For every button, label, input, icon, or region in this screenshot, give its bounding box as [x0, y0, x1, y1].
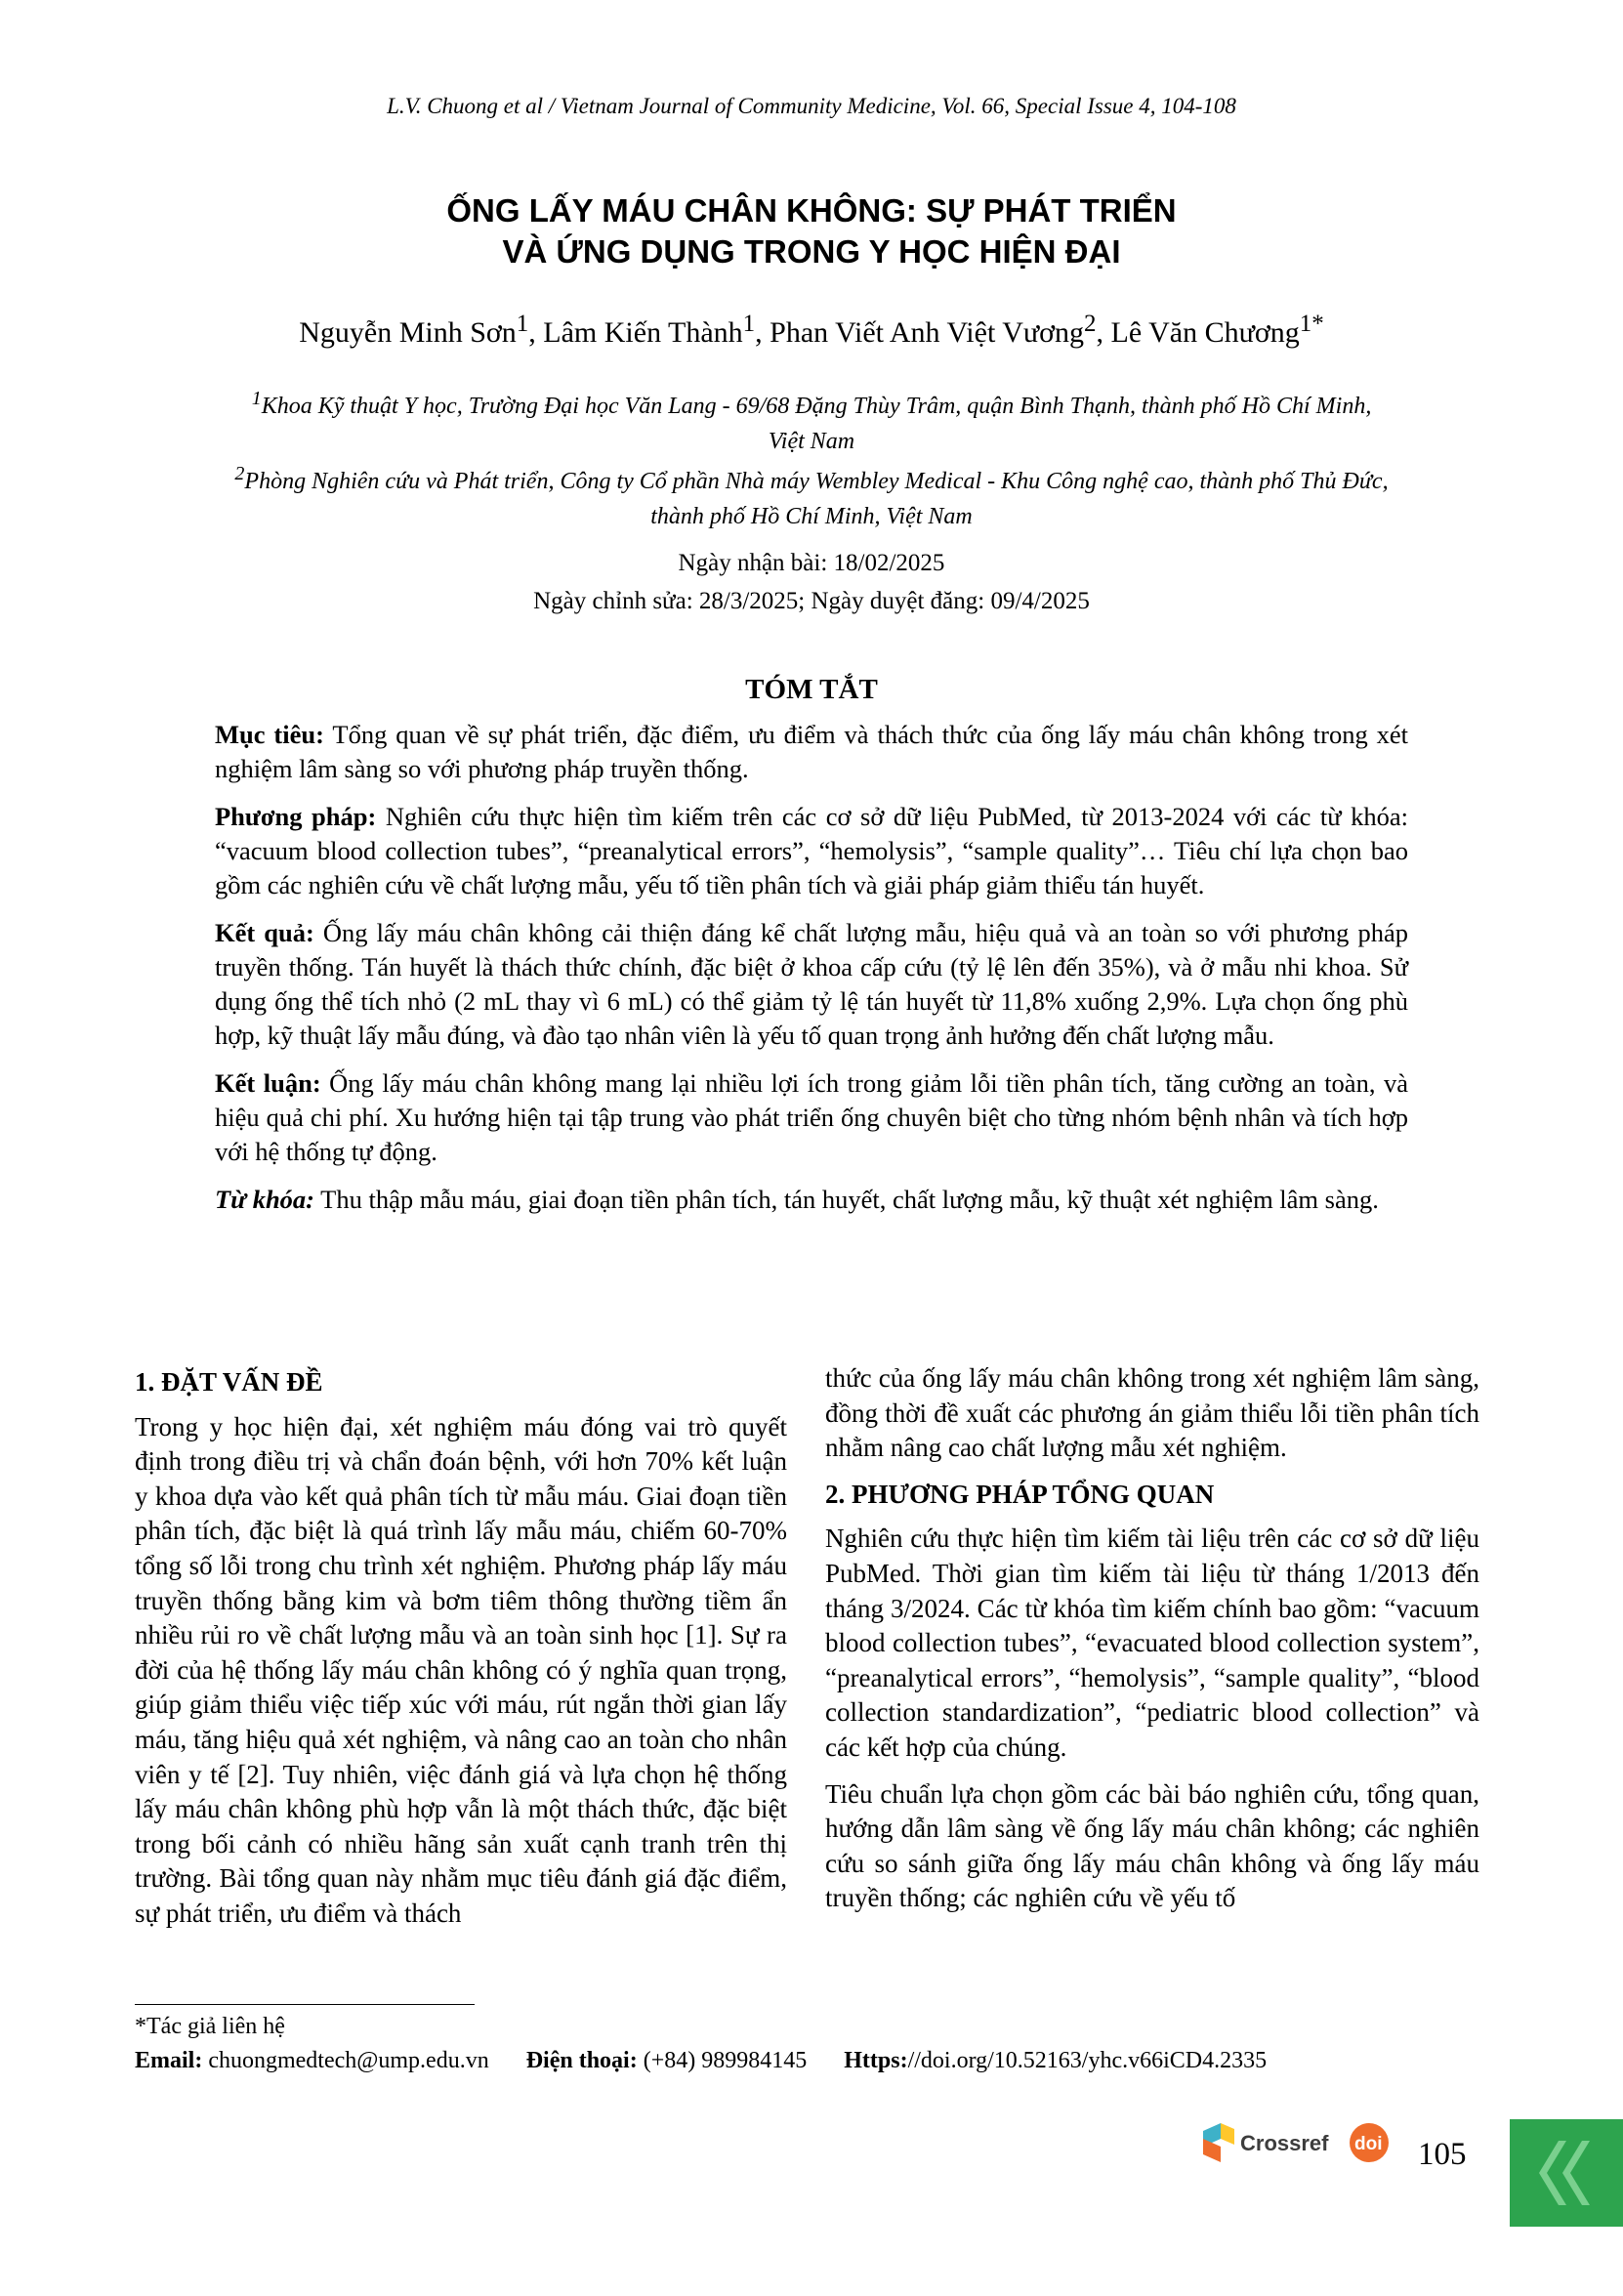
- author-sup: 1: [516, 311, 529, 337]
- crossref-icon: [1201, 2117, 1396, 2166]
- abstract-conclusion: [215, 1066, 1408, 1169]
- doi-wordmark: doi: [1354, 2134, 1383, 2154]
- email-label: Email:: [135, 2048, 203, 2073]
- method-text: Nghiên cứu thực hiện tìm kiếm trên các cơ sở dữ liệu PubMed, từ 2013-2024 với các từ khóa: “vacuum blood collection tubes”, “preanalytical errors”, “hemolysis”, “sample quality”… Tiêu chí lựa chọn bao gồm các nghiên cứu về chất lượng mẫu, yếu tố tiền phân tích và giải pháp giảm thiểu tán huyết.: [215, 802, 1409, 899]
- doi-link[interactable]: //doi.org/10.52163/yhc.v66iCD4.2335: [907, 2048, 1268, 2073]
- title-line-2: VÀ ỨNG DỤNG TRONG Y HỌC HIỆN ĐẠI: [502, 233, 1121, 270]
- affiliation-2: [146, 456, 1477, 534]
- objective-text: Tổng quan về sự phát triển, đặc điểm, ưu điểm và thách thức của ống lấy máu chân không trong xét nghiệm lâm sàng so với phương pháp truyền thống.: [215, 720, 1408, 783]
- author-sup: 1*: [1299, 311, 1324, 337]
- affiliation-line: thành phố Hồ Chí Minh, Việt Nam: [650, 504, 973, 529]
- author-list: Nguyễn Minh Sơn$^1$, Lâm Kiến Thành$^1$, Phan Viết Anh Việt Vương$^2$, Lê Văn Chương$^{1*}$: [299, 311, 1324, 349]
- section-heading: 1. ĐẶT VẤN ĐỀ: [135, 1367, 323, 1397]
- phone-value: (+84) 989984145: [637, 2048, 808, 2073]
- section1-paragraph-cont: thức của ống lấy máu chân không trong xét nghiệm lâm sàng, đồng thời đề xuất các phương án giảm thiểu lỗi tiền phân tích nhằm nâng cao chất lượng mẫu xét nghiệm.: [825, 1363, 1479, 1463]
- author-name: Phan Viết Anh Việt Vương: [770, 316, 1085, 349]
- section1-paragraph: Trong y học hiện đại, xét nghiệm máu đóng vai trò quyết định trong điều trị và chẩn đoán bệnh, với hơn 70% kết luận y khoa dựa vào kết quả phân tích từ mẫu máu. Giai đoạn tiền phân tích, đặc biệt là quá trình lấy mẫu máu, chiếm 60-70% tổng số lỗi trong chu trình xét nghiệm. Phương pháp lấy máu truyền thống bằng kim và bơm tiêm thông thường tiềm ẩn nhiều rủi ro về chất lượng mẫu và an toàn sinh học [1]. Sự ra đời của hệ thống lấy máu chân không có ý nghĩa quan trọng, giúp giảm thiểu việc tiếp xúc với máu, rút ngắn thời gian lấy máu, tăng hiệu quả xét nghiệm, và nâng cao an toàn cho nhân viên y tế [2]. Tuy nhiên, việc đánh giá và lựa chọn hệ thống lấy máu chân không phù hợp vẫn là một thách thức, đặc biệt trong bối cảnh có nhiều hãng sản xuất cạnh tranh trên thị trường. Bài tổng quan này nhằm mục tiêu đánh giá đặc điểm, sự phát triển, ưu điểm và thách: [135, 1411, 787, 1928]
- section-heading: 2. PHƯƠNG PHÁP TỔNG QUAN: [825, 1479, 1215, 1509]
- footnote-rule: [135, 2004, 475, 2005]
- corresponding-note: *Tác giả liên hệ: [135, 2014, 285, 2039]
- crossref-wordmark: Crossref: [1240, 2131, 1329, 2155]
- author-name: Lâm Kiến Thành: [543, 316, 743, 349]
- conclusion-label: Kết luận:: [215, 1068, 321, 1098]
- result-label: Kết quả:: [215, 918, 314, 947]
- affiliation-1: [146, 381, 1477, 459]
- double-chevron-icon: [1510, 2119, 1623, 2227]
- crossref-doi-logo[interactable]: [1201, 2117, 1396, 2166]
- affiliation-line: Khoa Kỹ thuật Y học, Trường Đại học Văn Lang - 69/68 Đặng Thùy Trâm, quận Bình Thạnh, thành phố Hồ Chí Minh,: [261, 394, 1372, 419]
- abstract-objective: [215, 718, 1408, 786]
- email-value[interactable]: chuongmedtech@ump.edu.vn: [202, 2048, 489, 2073]
- conclusion-text: Ống lấy máu chân không mang lại nhiều lợi ích trong giảm lỗi tiền phân tích, tăng cường an toàn, và hiệu quả chi phí. Xu hướng hiện tại tập trung vào phát triển ống chuyên biệt cho từng nhóm bệnh nhân và tích hợp với hệ thống tự động.: [215, 1068, 1408, 1166]
- method-label: Phương pháp:: [215, 802, 377, 831]
- running-head: L.V. Chuong et al / Vietnam Journal of Community Medicine, Vol. 66, Special Issue 4, 104-108: [387, 94, 1236, 118]
- date-revised: Ngày chỉnh sửa: 28/3/2025; Ngày duyệt đăng: 09/4/2025: [533, 588, 1090, 614]
- author-sup: 2: [1084, 311, 1097, 337]
- contact-line: [135, 2048, 1267, 2074]
- left-column: [135, 1365, 787, 1943]
- result-text: Ống lấy máu chân không cải thiện đáng kể chất lượng mẫu, hiệu quả và an toàn so với phương pháp truyền thống. Tán huyết là thách thức chính, đặc biệt ở khoa cấp cứu (tỷ lệ lên đến 35%), và ở mẫu nhi khoa. Sử dụng ống thể tích nhỏ (2 mL thay vì 6 mL) có thể giảm tỷ lệ tán huyết từ 11,8% xuống 2,9%. Lựa chọn ống phù hợp, kỹ thuật lấy mẫu đúng, và đào tạo nhân viên là yếu tố quan trọng ảnh hưởng đến chất lượng mẫu.: [215, 918, 1408, 1050]
- section2-paragraph: Tiêu chuẩn lựa chọn gồm các bài báo nghiên cứu, tổng quan, hướng dẫn lâm sàng về ống lấy máu chân không; các nghiên cứu so sánh giữa ống lấy máu chân không và ống lấy máu truyền thống; các nghiên cứu về yếu tố: [825, 1778, 1479, 1913]
- date-received: Ngày nhận bài: 18/02/2025: [678, 550, 945, 576]
- keywords-text: Thu thập mẫu máu, giai đoạn tiền phân tích, tán huyết, chất lượng mẫu, kỹ thuật xét nghiệm lâm sàng.: [314, 1185, 1379, 1214]
- doi-label: Https:: [844, 2048, 908, 2073]
- author-name: Nguyễn Minh Sơn: [299, 316, 517, 349]
- author-sup: 1: [742, 311, 756, 337]
- abstract-result: [215, 916, 1408, 1053]
- abstract-heading: TÓM TẮT: [745, 674, 878, 705]
- green-corner-tab: [1510, 2119, 1623, 2227]
- objective-label: Mục tiêu:: [215, 720, 324, 749]
- keywords-label: Từ khóa:: [215, 1185, 315, 1214]
- abstract-keywords: [215, 1183, 1408, 1217]
- title-line-1: ỐNG LẤY MÁU CHÂN KHÔNG: SỰ PHÁT TRIỂN: [446, 192, 1177, 229]
- affiliation-sup: 1: [251, 388, 262, 409]
- section2-paragraph: Nghiên cứu thực hiện tìm kiếm tài liệu trên các cơ sở dữ liệu PubMed. Thời gian tìm kiếm tài liệu từ tháng 1/2013 đến tháng 3/2024. Các từ khóa tìm kiếm chính bao gồm: “vacuum blood collection tubes”, “evacuated blood collection system”, “preanalytical errors”, “hemolysis”, “sample quality”, “blood collection standardization”, “pediatric blood collection” và các kết hợp của chúng.: [825, 1524, 1479, 1762]
- abstract-method: [215, 800, 1408, 902]
- affiliation-line: Phòng Nghiên cứu và Phát triển, Công ty Cổ phần Nhà máy Wembley Medical - Khu Công nghệ cao, thành phố Thủ Đức,: [244, 469, 1389, 494]
- phone-label: Điện thoại:: [525, 2048, 638, 2073]
- affiliation-sup: 2: [234, 463, 245, 484]
- author-name: Lê Văn Chương: [1110, 316, 1300, 349]
- affiliation-line: Việt Nam: [768, 429, 855, 454]
- abstract-body: [215, 718, 1408, 1231]
- page-title: [0, 190, 1623, 272]
- page-number: 105: [1418, 2137, 1467, 2172]
- right-column: [825, 1361, 1479, 1928]
